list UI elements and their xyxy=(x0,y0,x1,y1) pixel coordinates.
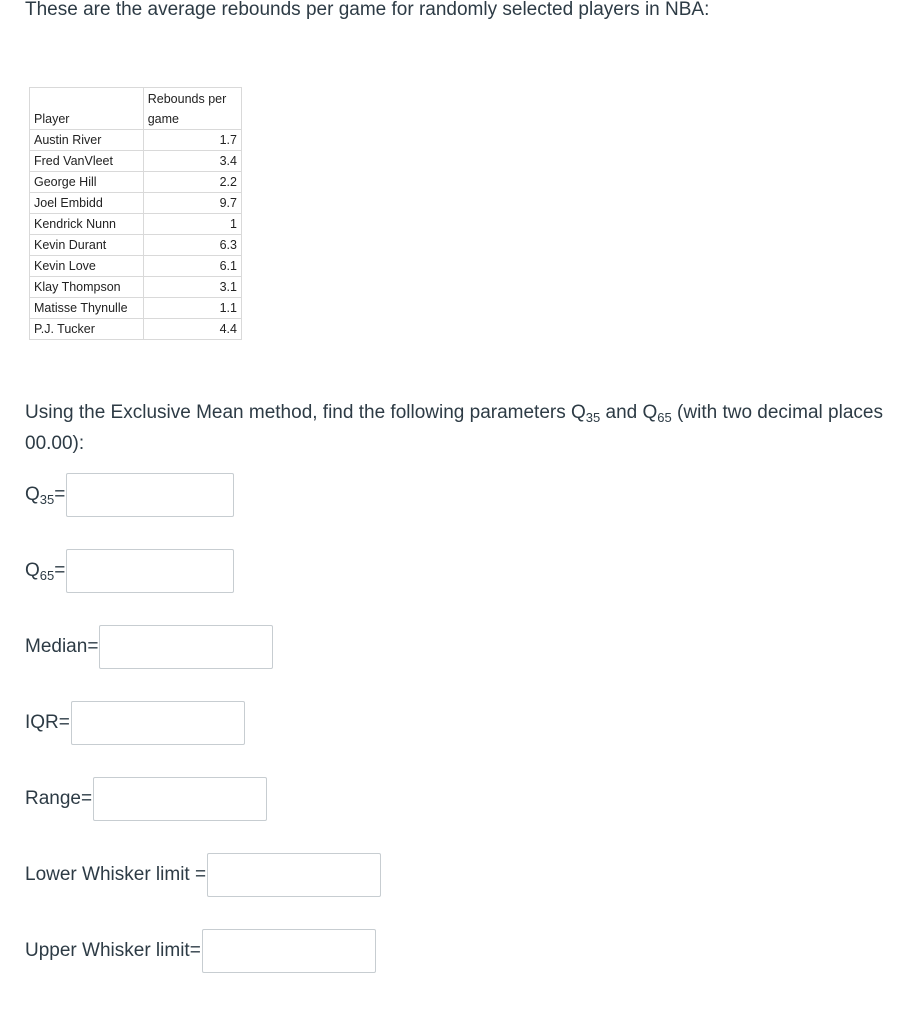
question-subscript: 65 xyxy=(657,410,672,425)
question-part: Using the Exclusive Mean method, find the following parameters Q xyxy=(25,402,586,423)
table-header-row xyxy=(30,88,242,130)
median-field xyxy=(25,625,273,669)
table-row xyxy=(30,193,242,214)
header-player: Player xyxy=(30,88,144,130)
player-name: Fred VanVleet xyxy=(30,151,144,172)
table-row xyxy=(30,214,242,235)
upper-whisker-input[interactable] xyxy=(202,929,376,973)
iqr-label: IQR= xyxy=(25,712,70,733)
table-row xyxy=(30,235,242,256)
intro-text: These are the average rebounds per game for randomly selected players in NBA: xyxy=(25,0,710,20)
rebounds-value: 3.1 xyxy=(143,277,241,298)
range-field xyxy=(25,777,267,821)
rebounds-value: 6.3 xyxy=(143,235,241,256)
range-label: Range= xyxy=(25,788,93,809)
player-name: P.J. Tucker xyxy=(30,319,144,340)
lower-whisker-input[interactable] xyxy=(207,853,381,897)
lower-whisker-label: Lower Whisker limit = xyxy=(25,864,207,885)
table-row xyxy=(30,277,242,298)
range-input[interactable] xyxy=(93,777,267,821)
header-rebounds: Rebounds per game xyxy=(143,88,241,130)
iqr-input[interactable] xyxy=(71,701,245,745)
question-part: and Q xyxy=(600,402,658,423)
table-row xyxy=(30,319,242,340)
player-name: Kevin Love xyxy=(30,256,144,277)
lower-whisker-field xyxy=(25,853,381,897)
table-row xyxy=(30,298,242,319)
player-name: Matisse Thynulle xyxy=(30,298,144,319)
median-label: Median= xyxy=(25,636,99,657)
rebounds-value: 9.7 xyxy=(143,193,241,214)
table-row xyxy=(30,151,242,172)
player-name: Kevin Durant xyxy=(30,235,144,256)
upper-whisker-label: Upper Whisker limit= xyxy=(25,940,201,961)
rebounds-value: 1 xyxy=(143,214,241,235)
upper-whisker-field xyxy=(25,929,376,973)
rebounds-table xyxy=(29,87,242,340)
q35-field xyxy=(25,473,234,517)
rebounds-value: 3.4 xyxy=(143,151,241,172)
q65-field xyxy=(25,549,234,593)
q35-input[interactable] xyxy=(66,473,234,517)
table-row xyxy=(30,172,242,193)
rebounds-value: 1.1 xyxy=(143,298,241,319)
q35-label: $Q_{35}=$ xyxy=(25,484,66,507)
q65-input[interactable] xyxy=(66,549,234,593)
question-text xyxy=(25,397,895,459)
rebounds-value: 4.4 xyxy=(143,319,241,340)
player-name: Austin River xyxy=(30,130,144,151)
player-name: George Hill xyxy=(30,172,144,193)
rebounds-value: 1.7 xyxy=(143,130,241,151)
iqr-field xyxy=(25,701,245,745)
median-input[interactable] xyxy=(99,625,273,669)
player-name: Klay Thompson xyxy=(30,277,144,298)
table-row xyxy=(30,130,242,151)
rebounds-value: 6.1 xyxy=(143,256,241,277)
q65-label: $Q_{65}=$ xyxy=(25,560,66,583)
rebounds-value: 2.2 xyxy=(143,172,241,193)
player-name: Kendrick Nunn xyxy=(30,214,144,235)
question-part: (with two decimal places 00.00): xyxy=(25,402,883,454)
question-subscript: 35 xyxy=(585,410,601,425)
player-name: Joel Embidd xyxy=(30,193,144,214)
table-row xyxy=(30,256,242,277)
